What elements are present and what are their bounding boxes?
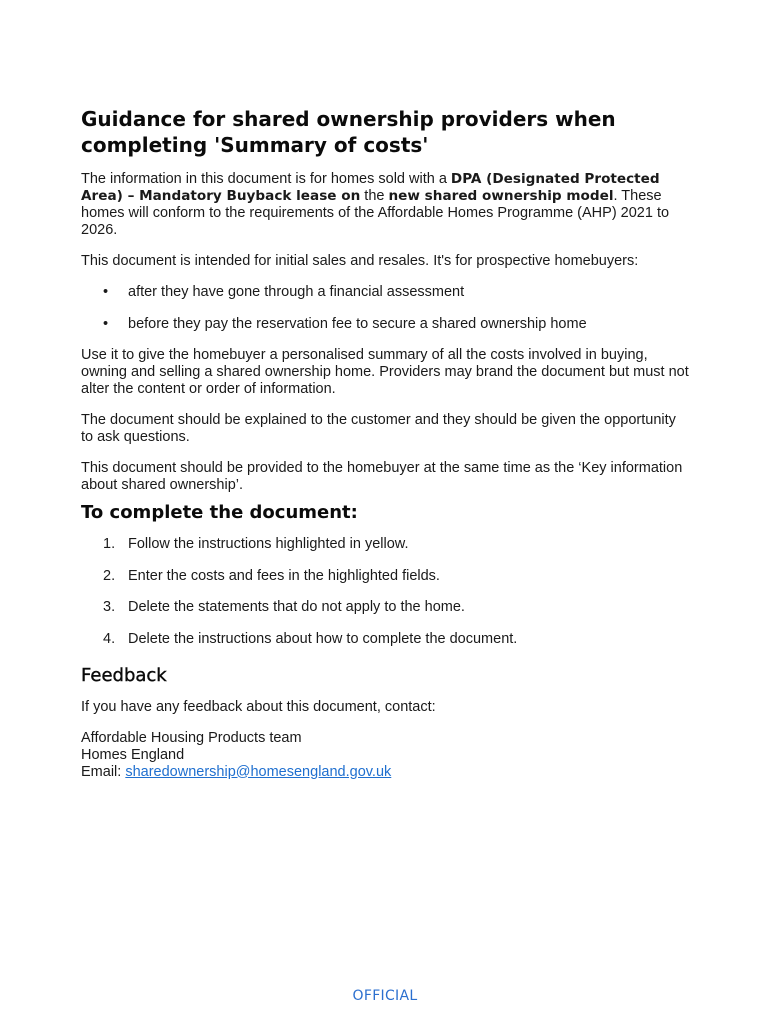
feedback-paragraph: If you have any feedback about this document, contact: [81,698,436,715]
step-text: Delete the statements that do not apply to the home. [128,599,465,615]
classification-footer: OFFICIAL [352,988,418,1004]
complete-heading: To complete the document: [81,502,358,523]
list-item-text: before they pay the reservation fee to secure a shared ownership home [128,315,587,332]
feedback-heading: Feedback [81,664,167,686]
email-label: Email: [81,763,126,780]
intended-paragraph: This document is intended for initial sales and resales. It's for prospective homebuyers: [81,253,639,269]
document-body [81,106,691,795]
intro-paragraph [81,171,691,239]
contact-team: Affordable Housing Products team [81,729,302,746]
step-item [81,599,691,616]
step-item [81,568,691,585]
intro-text-1: The information in this document is for homes sold with a [81,171,451,187]
contact-organisation: Homes England [81,746,185,763]
intro-bold-model: new shared ownership model [388,188,614,204]
list-item [81,316,691,333]
list-item [81,284,691,301]
step-number: 4. [103,630,116,647]
bullet-icon: • [103,315,109,332]
bullet-icon: • [103,284,109,300]
step-text: Delete the instructions about how to complete the document. [128,630,518,647]
step-number: 2. [103,567,116,584]
step-text: Enter the costs and fees in the highlighted fields. [128,567,440,584]
provided-paragraph: This document should be provided to the homebuyer at the same time as the ‘Key information about shared ownership’. [81,460,683,493]
email-link[interactable]: sharedownership@homesengland.gov.uk [125,763,392,780]
explained-paragraph: The document should be explained to the customer and they should be given the opportunity to ask questions. [81,412,676,445]
use-it-paragraph: Use it to give the homebuyer a personalised summary of all the costs involved in buying, owning and selling a shared ownership home. Providers may brand the document but must not alter the content or order of information. [81,347,689,397]
homebuyer-bullet-list [81,284,691,333]
intro-text-2: the [360,188,389,204]
list-item-text: after they have gone through a financial assessment [128,284,465,300]
page-title: Guidance for shared ownership providers when completing 'Summary of costs' [81,107,616,157]
step-number: 1. [103,536,116,552]
contact-block [81,730,691,781]
step-text: Follow the instructions highlighted in yellow. [128,536,409,552]
steps-list [81,536,691,648]
step-number: 3. [103,599,116,615]
contact-email-line [81,764,691,781]
step-item [81,536,691,553]
step-item [81,631,691,648]
intro-bold-lease: DPA (Designated Protected Area) – Mandatory Buyback lease on [81,171,660,204]
intro-text-3: . These homes will conform to the requirements of the Affordable Homes Programme (AHP) 2021 to 2026. [81,188,670,238]
